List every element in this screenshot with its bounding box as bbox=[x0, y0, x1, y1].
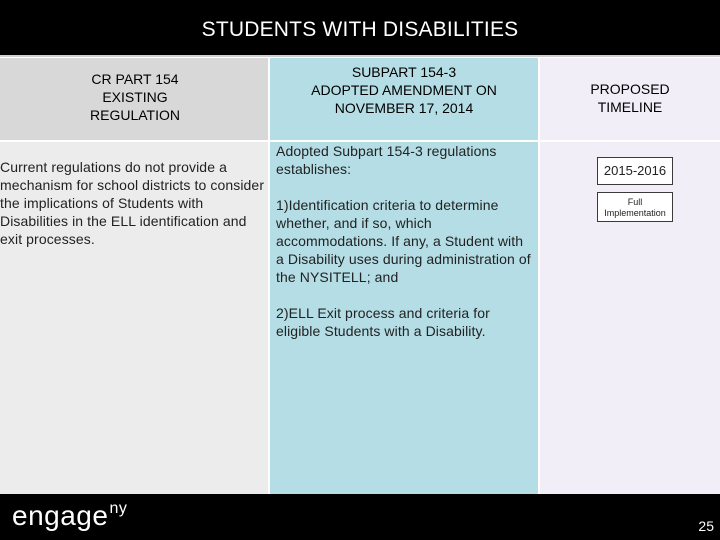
existing-paragraph: Current regulations do not provide a mechanism for school districts to consider the implications of Students with Disabilities in the ELL identification and exit processes. bbox=[0, 159, 265, 247]
existing-header-line: CR PART 154 bbox=[91, 71, 179, 87]
timeline-year-badge: 2015-2016 bbox=[597, 157, 673, 185]
amendment-header-line: NOVEMBER 17, 2014 bbox=[334, 100, 474, 116]
existing-body-text bbox=[0, 158, 266, 266]
timeline-body-cell bbox=[540, 142, 720, 494]
page-number: 25 bbox=[698, 518, 714, 534]
engageny-logo bbox=[12, 500, 127, 532]
timeline-status-badge bbox=[597, 192, 673, 222]
amendment-paragraph: 2)ELL Exit process and criteria for eligible Students with a Disability. bbox=[276, 305, 490, 339]
timeline-header-cell bbox=[540, 58, 720, 140]
amendment-paragraph: Adopted Subpart 154-3 regulations establishes: bbox=[276, 143, 497, 177]
existing-header-line: REGULATION bbox=[90, 107, 180, 123]
slide-title: STUDENTS WITH DISABILITIES bbox=[201, 18, 519, 41]
logo-text: engage bbox=[12, 500, 109, 531]
amendment-header-cell bbox=[270, 58, 538, 140]
timeline-header-line: TIMELINE bbox=[597, 99, 663, 115]
timeline-status-line: Implementation bbox=[604, 208, 666, 218]
timeline-status-line: Full bbox=[627, 197, 643, 207]
amendment-header-line: ADOPTED AMENDMENT ON bbox=[311, 82, 497, 98]
logo-superscript: ny bbox=[109, 500, 128, 517]
amendment-body-text bbox=[276, 142, 532, 358]
footer-bar bbox=[0, 494, 720, 540]
timeline-header bbox=[555, 80, 705, 116]
existing-header-cell bbox=[0, 58, 268, 140]
amendment-header bbox=[280, 63, 528, 117]
comparison-table bbox=[0, 58, 720, 494]
existing-header bbox=[60, 70, 210, 124]
timeline-header-line: PROPOSED bbox=[590, 81, 670, 97]
amendment-paragraph: 1)Identification criteria to determine whether, and if so, which accommodations. If any, a Student with a Disability uses during administration of the NYSITELL; and bbox=[276, 197, 531, 285]
amendment-header-line: SUBPART 154-3 bbox=[351, 64, 457, 80]
amendment-body-cell bbox=[270, 142, 538, 494]
title-bar bbox=[0, 0, 720, 57]
existing-body-cell bbox=[0, 142, 268, 494]
existing-header-line: EXISTING bbox=[102, 89, 168, 105]
